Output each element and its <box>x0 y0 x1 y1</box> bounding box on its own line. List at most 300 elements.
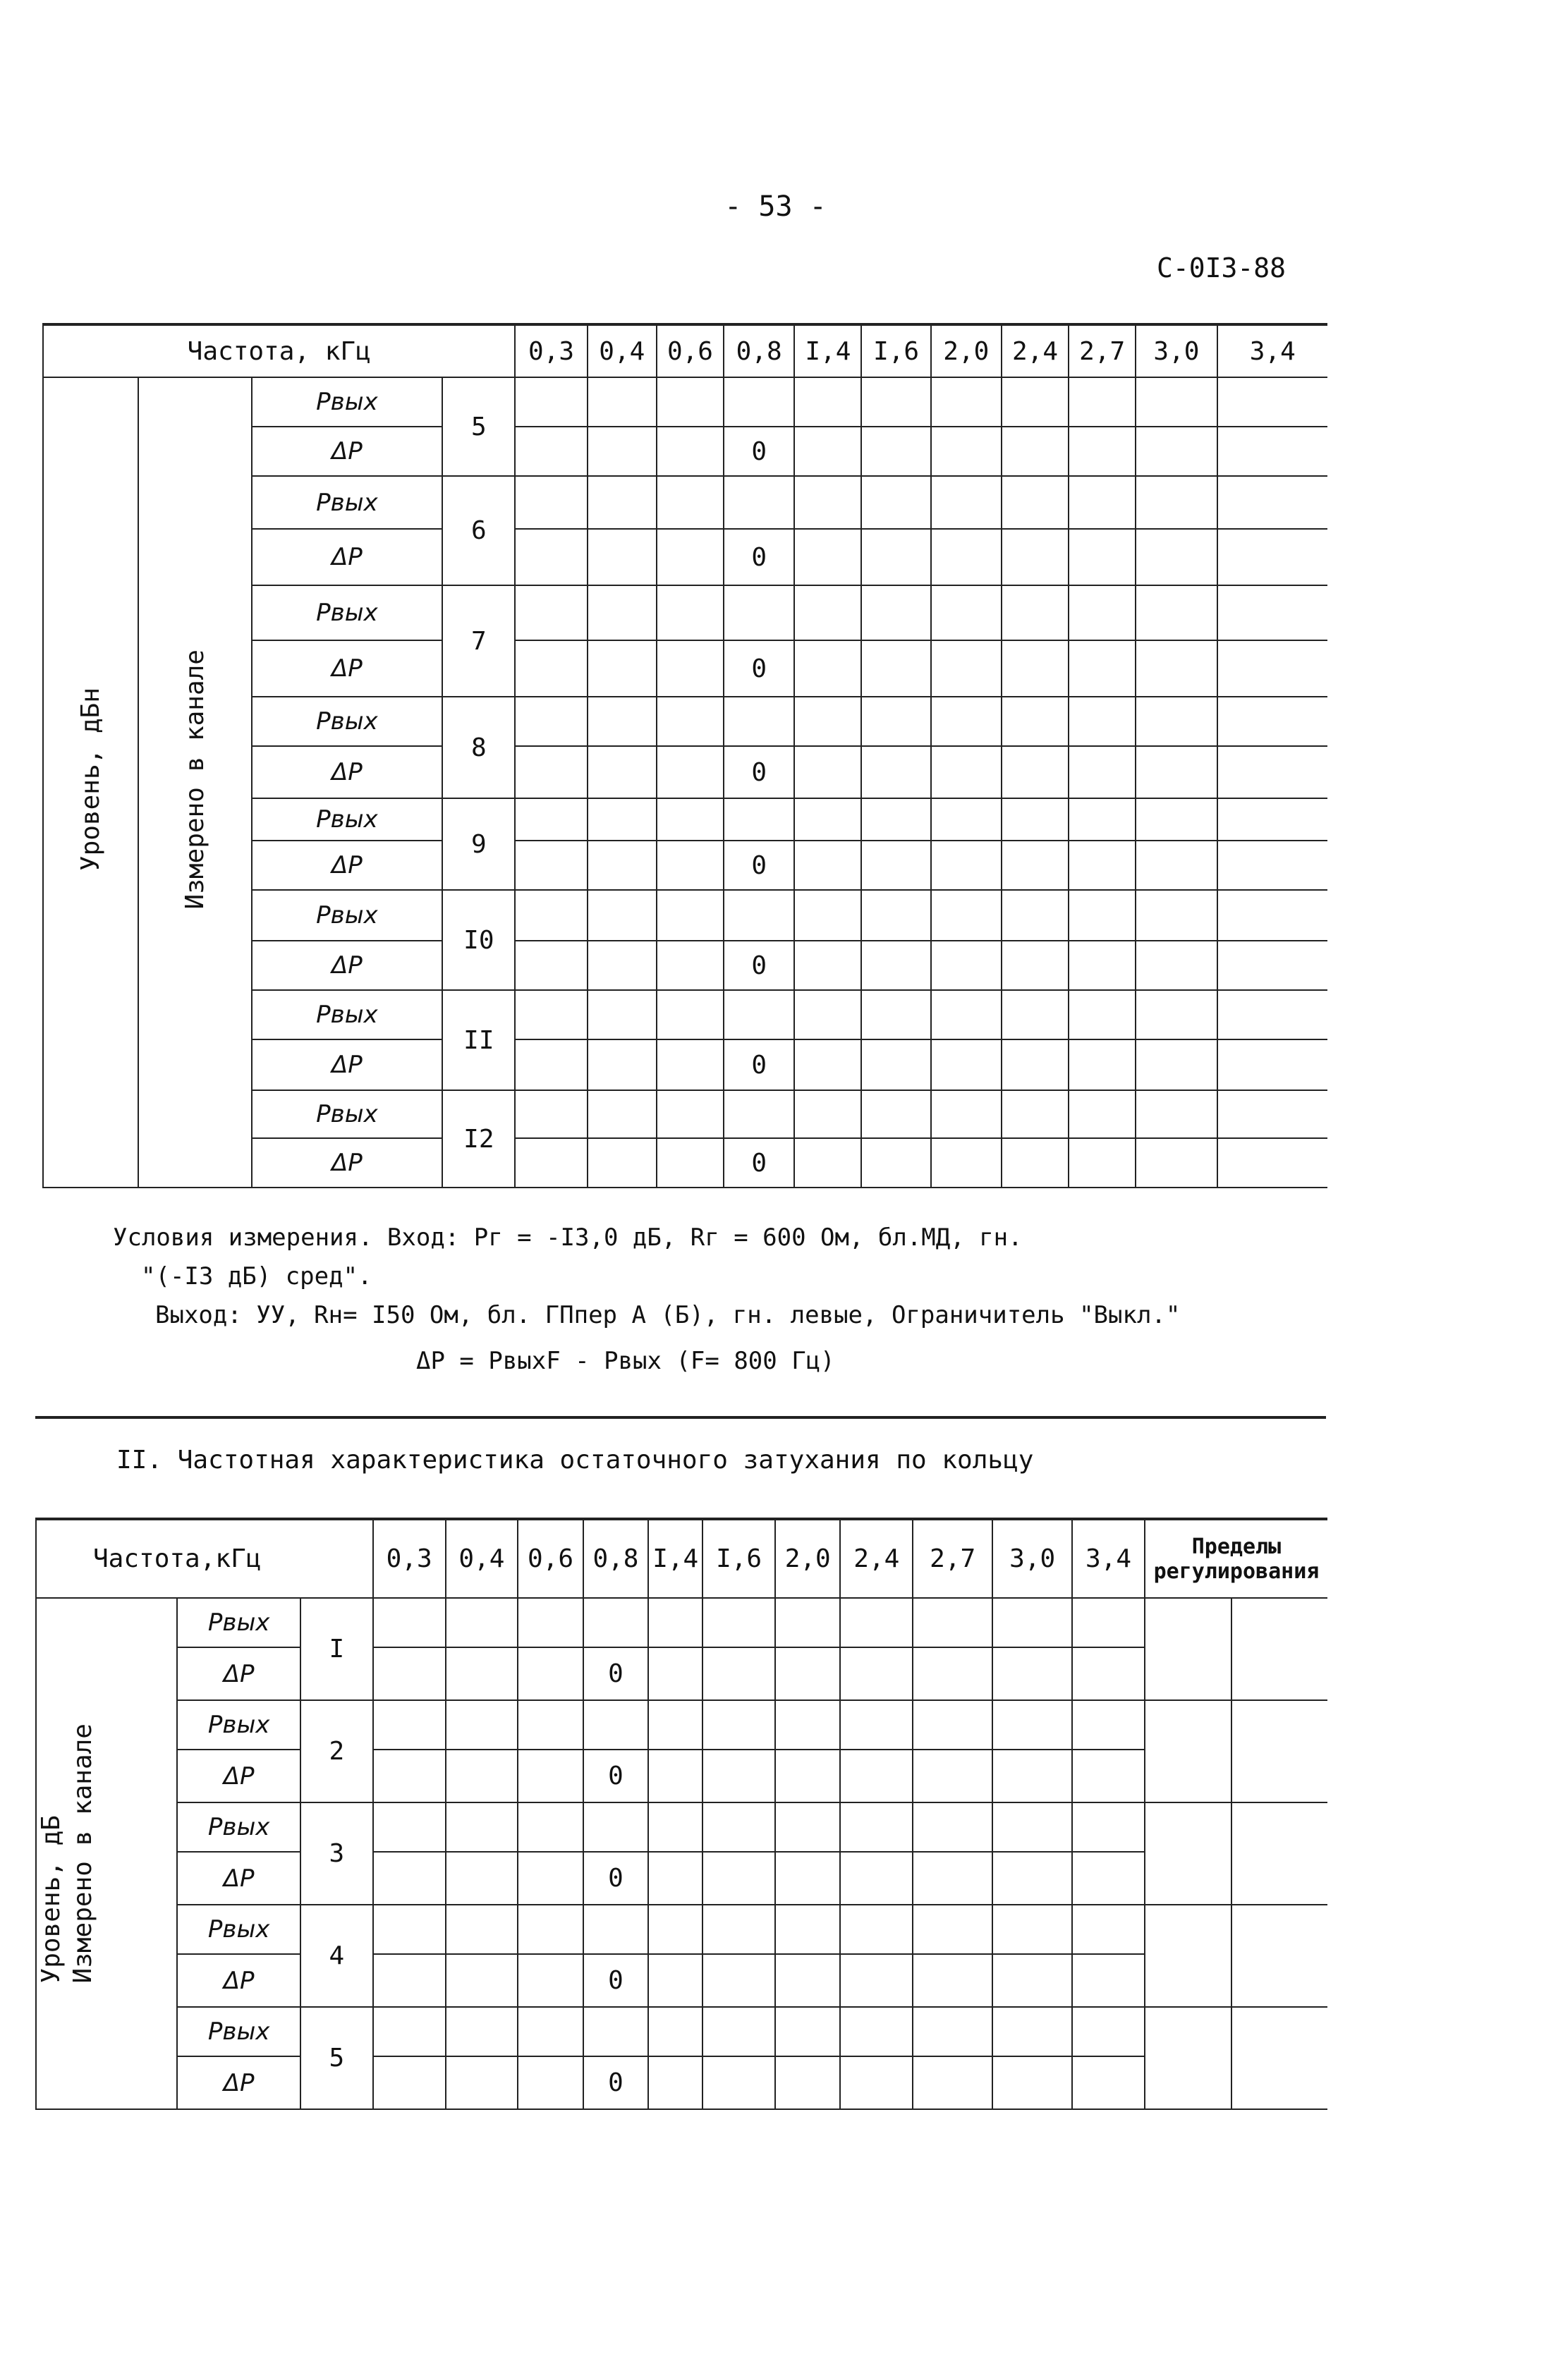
data-cell <box>913 1802 992 1852</box>
data-cell <box>794 841 861 890</box>
data-cell <box>1136 585 1217 640</box>
data-cell <box>794 529 861 585</box>
data-cell <box>446 2007 518 2056</box>
freq-header: Частота, кГц <box>43 324 515 377</box>
data-cell <box>588 890 657 941</box>
data-cell <box>1002 1090 1069 1138</box>
conditions-line-2: "(-I3 дБ) сред". <box>141 1262 372 1290</box>
data-cell <box>861 377 930 427</box>
data-cell <box>702 1647 775 1700</box>
row-label-delta: ΔP <box>252 1039 443 1090</box>
data-cell <box>931 746 1002 798</box>
channel-number: 6 <box>442 476 515 585</box>
data-cell <box>1072 1598 1145 1647</box>
data-cell <box>702 1852 775 1905</box>
data-cell <box>913 1750 992 1802</box>
table-frequency-response-2 <box>35 1518 1327 2110</box>
data-cell <box>775 2056 840 2109</box>
data-cell <box>515 377 587 427</box>
data-cell <box>1069 990 1136 1039</box>
data-cell <box>1002 990 1069 1039</box>
row-label-delta: ΔP <box>252 427 443 476</box>
data-cell <box>588 1090 657 1138</box>
data-cell <box>794 585 861 640</box>
channel-number: 7 <box>442 585 515 697</box>
data-cell <box>794 1138 861 1188</box>
data-cell <box>794 1090 861 1138</box>
channel-number: II <box>442 990 515 1090</box>
data-cell <box>1069 746 1136 798</box>
data-cell <box>515 941 587 990</box>
data-cell <box>373 1802 446 1852</box>
data-cell <box>931 1039 1002 1090</box>
freq-col-header: 0,4 <box>446 1519 518 1598</box>
data-cell <box>840 2056 913 2109</box>
limits-cell <box>1145 2007 1231 2109</box>
freq-col-header: 3,4 <box>1072 1519 1145 1598</box>
channel-number: I0 <box>442 890 515 990</box>
data-cell <box>588 377 657 427</box>
data-cell <box>794 697 861 746</box>
row-label-delta: ΔP <box>177 1647 300 1700</box>
data-cell <box>840 1750 913 1802</box>
data-cell <box>992 2007 1072 2056</box>
data-cell <box>992 1700 1072 1750</box>
data-cell <box>775 1647 840 1700</box>
row-label-pout: Pвых <box>177 1905 300 1954</box>
data-cell <box>1072 1905 1145 1954</box>
channel-number: I <box>300 1598 373 1700</box>
data-cell <box>1072 1700 1145 1750</box>
data-cell <box>724 890 794 941</box>
data-cell <box>931 640 1002 697</box>
data-cell <box>1217 1090 1327 1138</box>
data-cell <box>1002 746 1069 798</box>
row-label-pout: Pвых <box>252 990 443 1039</box>
freq-col-header: I,4 <box>794 324 861 377</box>
data-cell <box>1072 1802 1145 1852</box>
conditions-line-1: Условия измерения. Вход: Pг = -I3,0 дБ, Rг = 600 Ом, бл.МД, гн. <box>113 1223 1023 1252</box>
data-cell <box>373 1700 446 1750</box>
data-cell <box>373 1647 446 1700</box>
data-cell <box>775 1598 840 1647</box>
data-cell <box>1069 697 1136 746</box>
data-cell <box>1069 841 1136 890</box>
data-cell <box>1002 476 1069 529</box>
data-cell <box>518 1750 583 1802</box>
data-cell <box>373 1750 446 1802</box>
data-cell <box>588 529 657 585</box>
data-cell <box>931 798 1002 841</box>
freq-col-header: 3,0 <box>992 1519 1072 1598</box>
row-label-pout: Pвых <box>177 1598 300 1647</box>
data-cell <box>648 1647 702 1700</box>
data-cell <box>1002 841 1069 890</box>
data-cell <box>648 1954 702 2007</box>
row-label-delta: ΔP <box>252 941 443 990</box>
conditions-formula: ΔP = PвыхF - Pвых (F= 800 Гц) <box>416 1347 835 1375</box>
data-cell <box>1217 585 1327 640</box>
data-cell <box>992 1750 1072 1802</box>
channel-number: 2 <box>300 1700 373 1802</box>
data-cell <box>931 1090 1002 1138</box>
data-cell <box>1072 1954 1145 2007</box>
freq-header: Частота,кГц <box>36 1519 373 1598</box>
freq-col-header: 0,6 <box>518 1519 583 1598</box>
row-label-delta: ΔP <box>177 1750 300 1802</box>
data-cell <box>992 1905 1072 1954</box>
data-cell <box>1217 377 1327 427</box>
data-cell <box>794 640 861 697</box>
data-cell <box>1136 640 1217 697</box>
data-cell <box>992 1647 1072 1700</box>
limits-cell <box>1231 1598 1327 1700</box>
data-cell <box>861 841 930 890</box>
data-cell <box>992 1598 1072 1647</box>
channel-number: I2 <box>442 1090 515 1188</box>
data-cell <box>861 1138 930 1188</box>
data-cell <box>1136 1090 1217 1138</box>
data-cell <box>446 2056 518 2109</box>
data-cell <box>913 1954 992 2007</box>
zero-cell: 0 <box>724 941 794 990</box>
data-cell <box>657 476 724 529</box>
data-cell <box>648 2007 702 2056</box>
data-cell <box>588 798 657 841</box>
data-cell <box>1002 798 1069 841</box>
data-cell <box>518 1598 583 1647</box>
data-cell <box>518 1852 583 1905</box>
row-label-delta: ΔP <box>252 1138 443 1188</box>
data-cell <box>515 990 587 1039</box>
freq-col-header: 0,3 <box>515 324 587 377</box>
freq-col-header: 3,0 <box>1136 324 1217 377</box>
channel-number: 5 <box>300 2007 373 2109</box>
freq-col-header: 0,4 <box>588 324 657 377</box>
channel-number: 8 <box>442 697 515 798</box>
data-cell <box>657 1039 724 1090</box>
data-cell <box>861 746 930 798</box>
data-cell <box>931 377 1002 427</box>
data-cell <box>1069 640 1136 697</box>
data-cell <box>1002 377 1069 427</box>
data-cell <box>515 640 587 697</box>
data-cell <box>373 1905 446 1954</box>
data-cell <box>1072 1852 1145 1905</box>
section-divider <box>35 1416 1326 1419</box>
data-cell <box>931 697 1002 746</box>
data-cell <box>724 1090 794 1138</box>
limits-cell <box>1231 1700 1327 1802</box>
freq-col-header: 2,7 <box>913 1519 992 1598</box>
data-cell <box>588 746 657 798</box>
data-cell <box>1002 640 1069 697</box>
data-cell <box>702 2056 775 2109</box>
zero-cell: 0 <box>724 841 794 890</box>
data-cell <box>861 476 930 529</box>
data-cell <box>1136 529 1217 585</box>
data-cell <box>931 890 1002 941</box>
data-cell <box>657 377 724 427</box>
data-cell <box>794 941 861 990</box>
data-cell <box>913 2056 992 2109</box>
data-cell <box>518 1647 583 1700</box>
zero-cell: 0 <box>583 1954 648 2007</box>
measured-axis-text: Измерено в канале <box>180 649 209 910</box>
data-cell <box>1069 1090 1136 1138</box>
data-cell <box>1217 890 1327 941</box>
data-cell <box>1136 377 1217 427</box>
data-cell <box>775 1905 840 1954</box>
data-cell <box>518 1802 583 1852</box>
data-cell <box>931 941 1002 990</box>
level-axis-text: Уровень, дБн <box>76 687 106 872</box>
data-cell <box>861 890 930 941</box>
zero-cell: 0 <box>583 2056 648 2109</box>
data-cell <box>1217 746 1327 798</box>
data-cell <box>373 1598 446 1647</box>
freq-col-header: 0,6 <box>657 324 724 377</box>
row-label-delta: ΔP <box>177 1852 300 1905</box>
data-cell <box>1002 427 1069 476</box>
data-cell <box>724 377 794 427</box>
data-cell <box>775 1852 840 1905</box>
data-cell <box>657 746 724 798</box>
data-cell <box>775 1700 840 1750</box>
data-cell <box>702 1905 775 1954</box>
data-cell <box>913 1905 992 1954</box>
document-id: С-0I3-88 <box>1157 252 1287 283</box>
data-cell <box>648 1598 702 1647</box>
row-label-pout: Pвых <box>252 585 443 640</box>
table-frequency-response-1 <box>42 323 1327 1188</box>
data-cell <box>446 1954 518 2007</box>
data-cell <box>446 1750 518 1802</box>
data-cell <box>840 1598 913 1647</box>
level-measured-axis-label <box>36 1598 177 2109</box>
data-cell <box>861 697 930 746</box>
data-cell <box>861 585 930 640</box>
row-label-pout: Pвых <box>252 1090 443 1138</box>
row-label-pout: Pвых <box>177 1700 300 1750</box>
data-cell <box>515 746 587 798</box>
data-cell <box>373 2007 446 2056</box>
data-cell <box>1072 2007 1145 2056</box>
data-cell <box>992 1852 1072 1905</box>
data-cell <box>775 1750 840 1802</box>
data-cell <box>724 990 794 1039</box>
freq-col-header: 2,0 <box>931 324 1002 377</box>
data-cell <box>657 841 724 890</box>
limits-cell <box>1145 1598 1231 1700</box>
data-cell <box>861 1090 930 1138</box>
data-cell <box>840 1700 913 1750</box>
data-cell <box>518 1954 583 2007</box>
data-cell <box>373 1852 446 1905</box>
data-cell <box>702 1598 775 1647</box>
section-2-title: II. Частотная характеристика остаточного затухания по кольцу <box>116 1446 1034 1475</box>
data-cell <box>1136 697 1217 746</box>
data-cell <box>1072 1750 1145 1802</box>
data-cell <box>861 427 930 476</box>
data-cell <box>515 529 587 585</box>
data-cell <box>1002 585 1069 640</box>
data-cell <box>515 841 587 890</box>
data-cell <box>1072 1647 1145 1700</box>
data-cell <box>1002 941 1069 990</box>
data-cell <box>1069 377 1136 427</box>
data-cell <box>913 1647 992 1700</box>
data-cell <box>1002 1039 1069 1090</box>
data-cell <box>1217 941 1327 990</box>
data-cell <box>657 890 724 941</box>
data-cell <box>794 476 861 529</box>
data-cell <box>992 2056 1072 2109</box>
row-label-delta: ΔP <box>252 841 443 890</box>
data-cell <box>446 1598 518 1647</box>
data-cell <box>1002 529 1069 585</box>
conditions-line-3: Выход: УУ, Rн= I50 Ом, бл. ГПпер А (Б), гн. левые, Ограничитель "Выкл." <box>155 1301 1181 1329</box>
data-cell <box>588 697 657 746</box>
zero-cell: 0 <box>724 1039 794 1090</box>
data-cell <box>657 798 724 841</box>
row-label-pout: Pвых <box>177 2007 300 2056</box>
limits-cell <box>1231 1802 1327 1905</box>
data-cell <box>794 1039 861 1090</box>
data-cell <box>1069 1138 1136 1188</box>
page-number: - 53 - <box>724 190 827 223</box>
channel-number: 4 <box>300 1905 373 2007</box>
zero-cell: 0 <box>724 1138 794 1188</box>
freq-col-header: 2,4 <box>1002 324 1069 377</box>
channel-number: 5 <box>442 377 515 476</box>
data-cell <box>515 427 587 476</box>
data-cell <box>1217 427 1327 476</box>
data-cell <box>1136 890 1217 941</box>
data-cell <box>1069 529 1136 585</box>
data-cell <box>1136 427 1217 476</box>
data-cell <box>657 990 724 1039</box>
data-cell <box>588 841 657 890</box>
data-cell <box>861 1039 930 1090</box>
data-cell <box>913 1852 992 1905</box>
freq-col-header: I,6 <box>861 324 930 377</box>
data-cell <box>1002 697 1069 746</box>
data-cell <box>775 1802 840 1852</box>
data-cell <box>1069 585 1136 640</box>
data-cell <box>648 1700 702 1750</box>
data-cell <box>794 990 861 1039</box>
data-cell <box>775 2007 840 2056</box>
data-cell <box>1136 1138 1217 1188</box>
data-cell <box>657 529 724 585</box>
freq-col-header: 0,3 <box>373 1519 446 1598</box>
data-cell <box>518 1905 583 1954</box>
row-label-pout: Pвых <box>252 798 443 841</box>
data-cell <box>724 585 794 640</box>
measured-axis-text: Измерено в канале <box>68 1723 97 1984</box>
data-cell <box>648 1852 702 1905</box>
data-cell <box>518 1700 583 1750</box>
data-cell <box>1217 1138 1327 1188</box>
data-cell <box>931 990 1002 1039</box>
data-cell <box>446 1852 518 1905</box>
data-cell <box>1136 798 1217 841</box>
data-cell <box>1069 941 1136 990</box>
data-cell <box>446 1905 518 1954</box>
data-cell <box>588 585 657 640</box>
data-cell <box>1217 640 1327 697</box>
data-cell <box>861 640 930 697</box>
freq-col-header: 3,4 <box>1217 324 1327 377</box>
data-cell <box>657 1090 724 1138</box>
data-cell <box>840 1802 913 1852</box>
data-cell <box>518 2007 583 2056</box>
data-cell <box>648 1905 702 1954</box>
data-cell <box>648 1750 702 1802</box>
data-cell <box>1136 841 1217 890</box>
data-cell <box>583 1905 648 1954</box>
data-cell <box>657 640 724 697</box>
data-cell <box>373 1954 446 2007</box>
data-cell <box>515 585 587 640</box>
data-cell <box>931 1138 1002 1188</box>
data-cell <box>840 1647 913 1700</box>
data-cell <box>583 1598 648 1647</box>
data-cell <box>648 2056 702 2109</box>
zero-cell: 0 <box>583 1647 648 1700</box>
data-cell <box>1217 1039 1327 1090</box>
data-cell <box>1136 746 1217 798</box>
zero-cell: 0 <box>724 529 794 585</box>
data-cell <box>840 1852 913 1905</box>
zero-cell: 0 <box>724 427 794 476</box>
data-cell <box>446 1802 518 1852</box>
data-cell <box>1069 1039 1136 1090</box>
data-cell <box>657 697 724 746</box>
data-cell <box>588 476 657 529</box>
data-cell <box>446 1700 518 1750</box>
row-label-pout: Pвых <box>252 476 443 529</box>
data-cell <box>515 1090 587 1138</box>
data-cell <box>588 1138 657 1188</box>
zero-cell: 0 <box>724 640 794 697</box>
data-cell <box>931 585 1002 640</box>
axis-label-wrap <box>37 1723 176 1983</box>
data-cell <box>515 1138 587 1188</box>
data-cell <box>702 1802 775 1852</box>
data-cell <box>1217 841 1327 890</box>
zero-cell: 0 <box>583 1750 648 1802</box>
data-cell <box>588 1039 657 1090</box>
data-cell <box>1072 2056 1145 2109</box>
data-cell <box>518 2056 583 2109</box>
data-cell <box>1002 890 1069 941</box>
freq-col-header: 0,8 <box>724 324 794 377</box>
data-cell <box>794 427 861 476</box>
data-cell <box>931 476 1002 529</box>
row-label-pout: Pвых <box>252 890 443 941</box>
data-cell <box>648 1802 702 1852</box>
limits-cell <box>1231 2007 1327 2109</box>
data-cell <box>931 427 1002 476</box>
data-cell <box>702 1700 775 1750</box>
data-cell <box>775 1954 840 2007</box>
level-axis-label <box>43 377 138 1188</box>
data-cell <box>446 1647 518 1700</box>
data-cell <box>1217 529 1327 585</box>
data-cell <box>702 2007 775 2056</box>
